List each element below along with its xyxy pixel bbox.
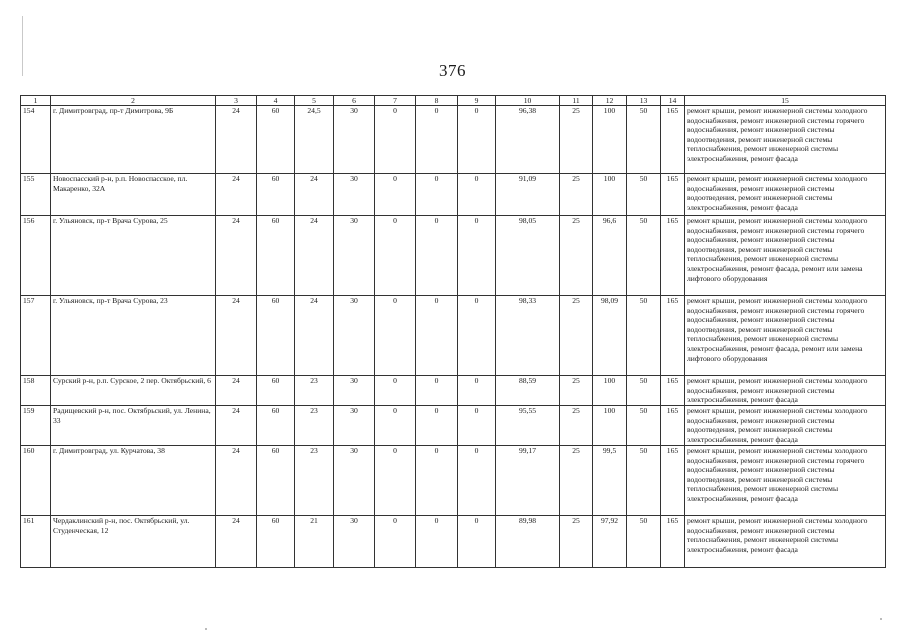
row-number-cell: 159 [21, 406, 51, 446]
value-cell: 91,09 [496, 174, 560, 216]
table-row [21, 296, 886, 376]
value-cell: 30 [334, 216, 375, 296]
value-cell: 50 [627, 376, 661, 406]
value-cell: 24 [216, 516, 257, 568]
value-cell: 30 [334, 516, 375, 568]
value-cell: 60 [257, 106, 295, 174]
value-cell: 50 [627, 174, 661, 216]
works-cell: ремонт крыши, ремонт инженерной системы холодного водоснабжения, ремонт инженерной системы горячего водоснабжения, ремонт инженерной системы водоотведения, ремонт инженерной системы теплоснабжения, ремонт инженерной системы электроснабжения, ремонт фасада [685, 446, 886, 516]
value-cell: 25 [560, 106, 593, 174]
value-cell: 24,5 [295, 106, 334, 174]
address-cell: г. Ульяновск, пр-т Врача Сурова, 23 [51, 296, 216, 376]
value-cell: 50 [627, 296, 661, 376]
column-header: 1 [21, 96, 51, 106]
column-header: 4 [257, 96, 295, 106]
value-cell: 50 [627, 516, 661, 568]
column-header: 15 [685, 96, 886, 106]
address-cell: Чердаклинский р-н, пос. Октябрьский, ул. Студенческая, 12 [51, 516, 216, 568]
value-cell: 96,6 [593, 216, 627, 296]
table-row [21, 376, 886, 406]
value-cell: 60 [257, 296, 295, 376]
value-cell: 89,98 [496, 516, 560, 568]
works-cell: ремонт крыши, ремонт инженерной системы холодного водоснабжения, ремонт инженерной системы горячего водоснабжения, ремонт инженерной системы водоотведения, ремонт инженерной системы теплоснабжения, ремонт инженерной системы электроснабжения, ремонт фасада, ремонт или замена лифтового оборудования [685, 216, 886, 296]
value-cell: 97,92 [593, 516, 627, 568]
value-cell: 0 [375, 174, 416, 216]
value-cell: 24 [295, 296, 334, 376]
value-cell: 0 [375, 516, 416, 568]
value-cell: 60 [257, 406, 295, 446]
value-cell: 24 [295, 216, 334, 296]
value-cell: 0 [416, 376, 458, 406]
works-cell: ремонт крыши, ремонт инженерной системы холодного водоснабжения, ремонт инженерной системы водоотведения, ремонт инженерной системы электроснабжения, ремонт фасада [685, 406, 886, 446]
table-row [21, 106, 886, 174]
value-cell: 95,55 [496, 406, 560, 446]
value-cell: 165 [661, 296, 685, 376]
address-cell: г. Димитровград, пр-т Димитрова, 9Б [51, 106, 216, 174]
table-row [21, 174, 886, 216]
value-cell: 98,05 [496, 216, 560, 296]
address-cell: г. Димитровград, ул. Курчатова, 38 [51, 446, 216, 516]
value-cell: 0 [416, 216, 458, 296]
value-cell: 24 [216, 406, 257, 446]
value-cell: 24 [216, 174, 257, 216]
value-cell: 24 [216, 106, 257, 174]
row-number-cell: 156 [21, 216, 51, 296]
value-cell: 30 [334, 296, 375, 376]
table-row [21, 216, 886, 296]
value-cell: 60 [257, 446, 295, 516]
value-cell: 0 [458, 446, 496, 516]
works-cell: ремонт крыши, ремонт инженерной системы холодного водоснабжения, ремонт инженерной системы горячего водоснабжения, ремонт инженерной системы водоотведения, ремонт инженерной системы теплоснабжения, ремонт инженерной системы электроснабжения, ремонт фасада, ремонт или замена лифтового оборудования [685, 296, 886, 376]
value-cell: 165 [661, 216, 685, 296]
row-number-cell: 158 [21, 376, 51, 406]
value-cell: 0 [458, 376, 496, 406]
value-cell: 25 [560, 516, 593, 568]
value-cell: 99,17 [496, 446, 560, 516]
row-number-cell: 155 [21, 174, 51, 216]
value-cell: 60 [257, 516, 295, 568]
value-cell: 25 [560, 174, 593, 216]
value-cell: 24 [295, 174, 334, 216]
value-cell: 30 [334, 406, 375, 446]
value-cell: 24 [216, 296, 257, 376]
column-header: 14 [661, 96, 685, 106]
works-cell: ремонт крыши, ремонт инженерной системы холодного водоснабжения, ремонт инженерной системы горячего водоснабжения, ремонт инженерной системы водоотведения, ремонт инженерной системы теплоснабжения, ремонт инженерной системы электроснабжения, ремонт фасада [685, 106, 886, 174]
value-cell: 30 [334, 376, 375, 406]
column-header: 9 [458, 96, 496, 106]
value-cell: 0 [375, 106, 416, 174]
value-cell: 50 [627, 216, 661, 296]
value-cell: 30 [334, 106, 375, 174]
address-cell: г. Ульяновск, пр-т Врача Сурова, 25 [51, 216, 216, 296]
header-row [21, 96, 886, 106]
value-cell: 25 [560, 446, 593, 516]
works-cell: ремонт крыши, ремонт инженерной системы холодного водоснабжения, ремонт инженерной системы теплоснабжения, ремонт инженерной системы электроснабжения, ремонт фасада [685, 516, 886, 568]
value-cell: 24 [216, 446, 257, 516]
value-cell: 50 [627, 406, 661, 446]
address-cell: Новоспасский р-н, р.п. Новоспасское, пл. Макаренко, 32А [51, 174, 216, 216]
value-cell: 23 [295, 446, 334, 516]
column-header: 5 [295, 96, 334, 106]
value-cell: 0 [458, 216, 496, 296]
value-cell: 0 [416, 106, 458, 174]
value-cell: 99,5 [593, 446, 627, 516]
value-cell: 0 [458, 516, 496, 568]
value-cell: 0 [416, 174, 458, 216]
column-header: 13 [627, 96, 661, 106]
value-cell: 0 [416, 516, 458, 568]
value-cell: 165 [661, 516, 685, 568]
value-cell: 60 [257, 216, 295, 296]
value-cell: 0 [375, 376, 416, 406]
value-cell: 50 [627, 106, 661, 174]
column-header: 10 [496, 96, 560, 106]
value-cell: 21 [295, 516, 334, 568]
value-cell: 0 [458, 106, 496, 174]
value-cell: 24 [216, 376, 257, 406]
row-number-cell: 157 [21, 296, 51, 376]
value-cell: 100 [593, 406, 627, 446]
value-cell: 88,59 [496, 376, 560, 406]
value-cell: 25 [560, 216, 593, 296]
row-number-cell: 160 [21, 446, 51, 516]
value-cell: 24 [216, 216, 257, 296]
data-table [20, 95, 886, 568]
value-cell: 0 [458, 406, 496, 446]
table-row [21, 446, 886, 516]
value-cell: 100 [593, 174, 627, 216]
value-cell: 25 [560, 296, 593, 376]
value-cell: 25 [560, 406, 593, 446]
value-cell: 0 [375, 216, 416, 296]
value-cell: 0 [375, 406, 416, 446]
value-cell: 98,33 [496, 296, 560, 376]
column-header: 7 [375, 96, 416, 106]
value-cell: 165 [661, 106, 685, 174]
column-header: 3 [216, 96, 257, 106]
value-cell: 165 [661, 406, 685, 446]
value-cell: 60 [257, 174, 295, 216]
value-cell: 23 [295, 376, 334, 406]
value-cell: 50 [627, 446, 661, 516]
value-cell: 96,38 [496, 106, 560, 174]
value-cell: 165 [661, 376, 685, 406]
column-header: 11 [560, 96, 593, 106]
value-cell: 100 [593, 106, 627, 174]
value-cell: 165 [661, 174, 685, 216]
column-header: 12 [593, 96, 627, 106]
page-number: 376 [439, 61, 466, 80]
value-cell: 0 [375, 296, 416, 376]
value-cell: 0 [458, 174, 496, 216]
table-row [21, 406, 886, 446]
value-cell: 30 [334, 446, 375, 516]
value-cell: 25 [560, 376, 593, 406]
scan-dot [205, 628, 207, 630]
value-cell: 0 [375, 446, 416, 516]
row-number-cell: 161 [21, 516, 51, 568]
scan-dot [880, 618, 882, 620]
value-cell: 0 [416, 406, 458, 446]
value-cell: 0 [416, 296, 458, 376]
row-number-cell: 154 [21, 106, 51, 174]
value-cell: 165 [661, 446, 685, 516]
value-cell: 30 [334, 174, 375, 216]
value-cell: 23 [295, 406, 334, 446]
table-row [21, 516, 886, 568]
address-cell: Радищевский р-н, пос. Октябрьский, ул. Ленина, 33 [51, 406, 216, 446]
value-cell: 0 [416, 446, 458, 516]
value-cell: 60 [257, 376, 295, 406]
column-header: 6 [334, 96, 375, 106]
column-header: 2 [51, 96, 216, 106]
value-cell: 98,09 [593, 296, 627, 376]
value-cell: 0 [458, 296, 496, 376]
works-cell: ремонт крыши, ремонт инженерной системы холодного водоснабжения, ремонт инженерной системы водоотведения, ремонт инженерной системы электроснабжения, ремонт фасада [685, 174, 886, 216]
column-header: 8 [416, 96, 458, 106]
address-cell: Сурский р-н, р.п. Сурское, 2 пер. Октябрьский, 6 [51, 376, 216, 406]
value-cell: 100 [593, 376, 627, 406]
works-cell: ремонт крыши, ремонт инженерной системы холодного водоснабжения, ремонт инженерной системы электроснабжения, ремонт фасада [685, 376, 886, 406]
